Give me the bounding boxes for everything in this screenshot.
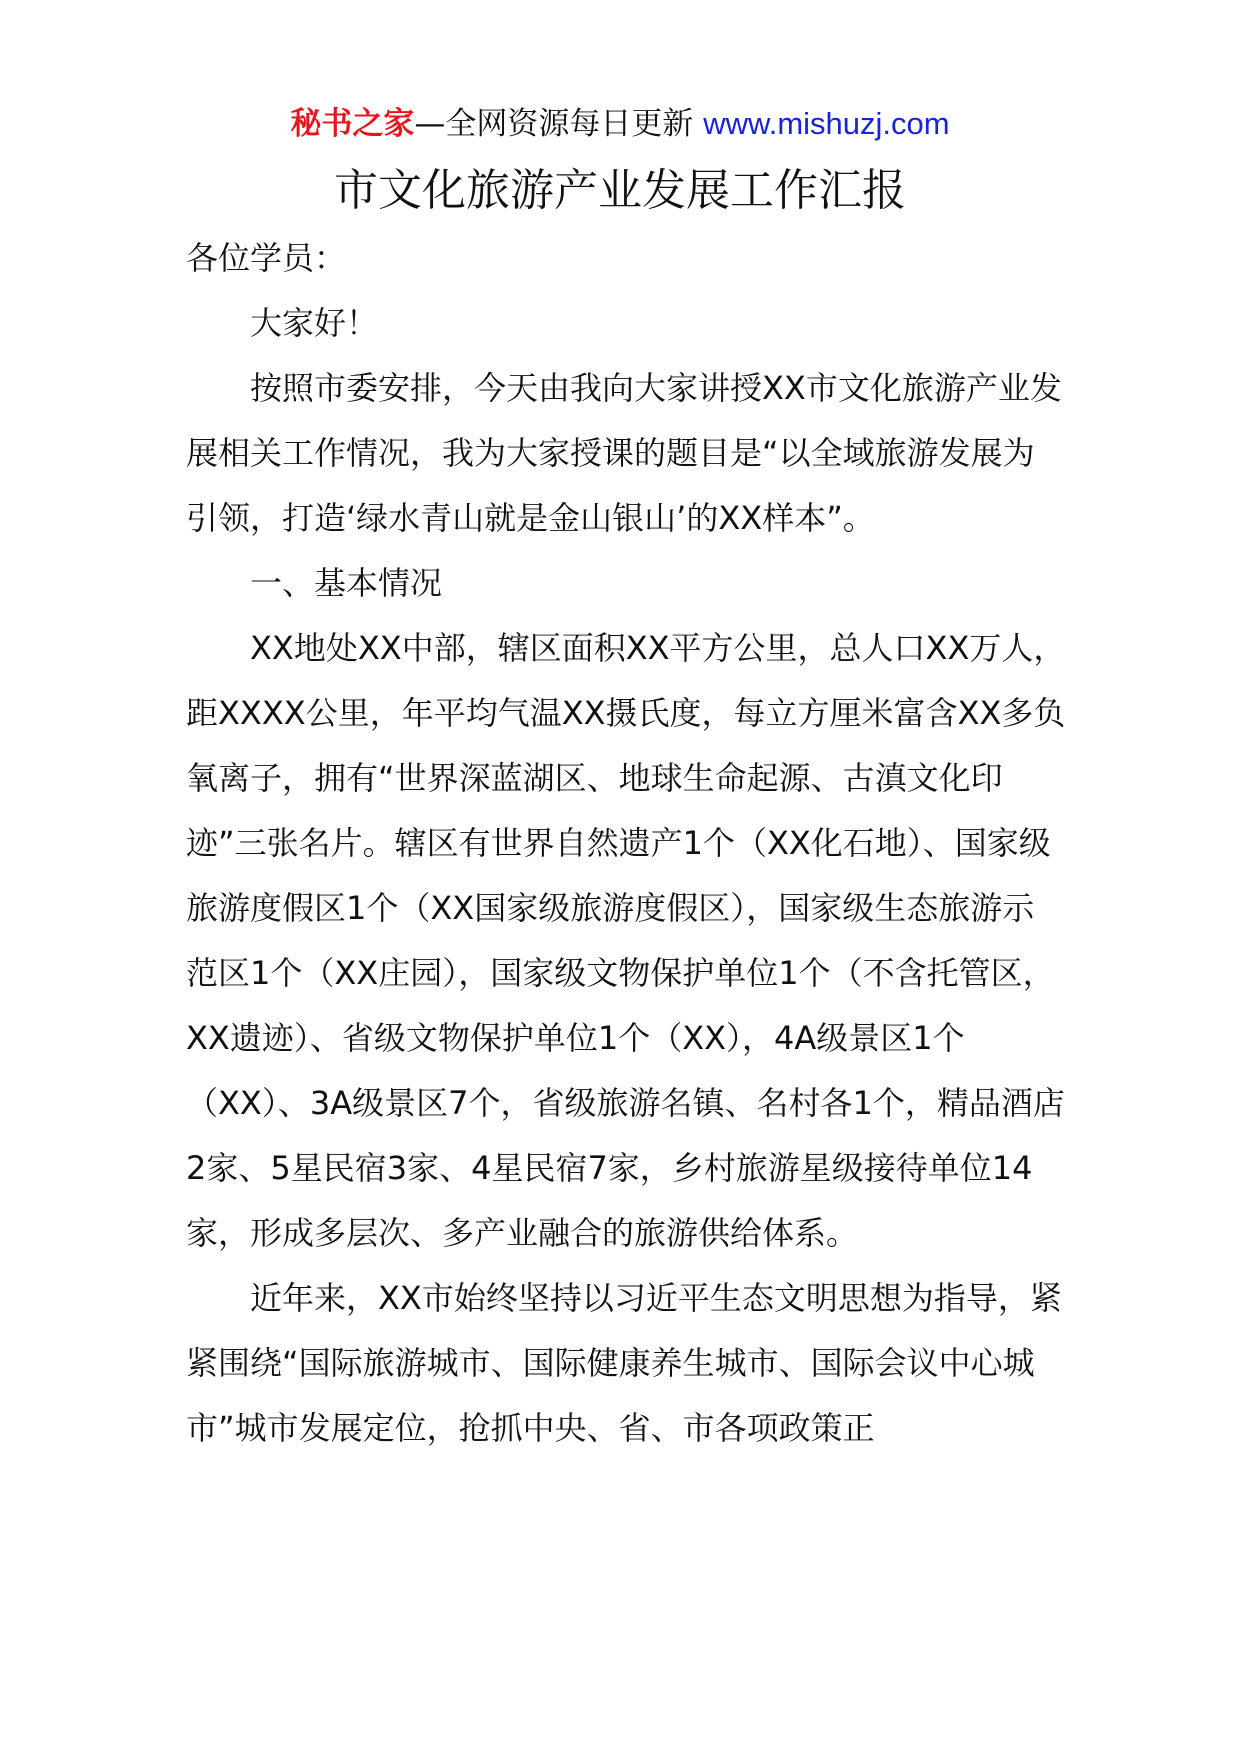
site-url-link[interactable]: www.mishuzj.com — [703, 106, 950, 141]
section-heading: 一、基本情况 — [250, 564, 443, 602]
site-brand: 秘书之家 — [290, 106, 415, 142]
intro-paragraph: 按照市委安排，今天由我向大家讲授XX市文化旅游产业发展相关工作情况，我为大家授课的题目是“以全域旅游发展为引领，打造‘绿水青山就是金山银山’的XX样本”。 — [186, 369, 1062, 537]
document-title: 市文化旅游产业发展工作汇报 — [334, 165, 906, 216]
salutation: 各位学员： — [186, 239, 347, 277]
greeting-paragraph: 大家好！ — [250, 304, 379, 342]
site-slogan: —全网资源每日更新 — [414, 106, 694, 142]
site-header — [0, 100, 1240, 148]
document-body — [186, 226, 1066, 1461]
basic-info-paragraph: XX地处XX中部，辖区面积XX平方公里，总人口XX万人，距XXXX公里，年平均气温XX摄氏度，每立方厘米富含XX多负氧离子，拥有“世界深蓝湖区、地球生命起源、古滇文化印迹”三张名片。辖区有世界自然遗产1个（XX化石地）、国家级旅游度假区1个（XX国家级旅游度假区），国家级生态旅游示范区1个（XX庄园），国家级文物保护单位1个（不含托管区，XX遗迹）、省级文物保护单位1个（XX），4A级景区1个（XX）、3A级景区7个，省级旅游名镇、名村各1个，精品酒店2家、5星民宿3家、4星民宿7家，乡村旅游星级接待单位14家，形成多层次、多产业融合的旅游供给体系。 — [186, 629, 1066, 1252]
recent-years-paragraph: 近年来，XX市始终坚持以习近平生态文明思想为指导，紧紧围绕“国际旅游城市、国际健康养生城市、国际会议中心城市”城市发展定位，抢抓中央、省、市各项政策正 — [186, 1279, 1062, 1447]
